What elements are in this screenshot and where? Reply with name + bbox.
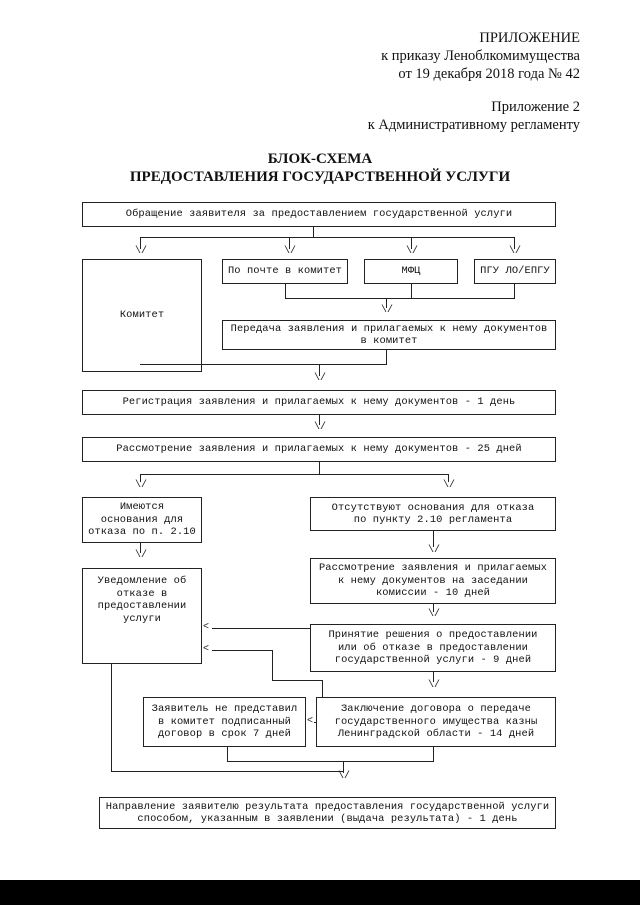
contract-text: Заключение договора о передаче государственного имущества казны Ленинградской области - 14 дней bbox=[334, 703, 538, 741]
grounds-exist-text: Имеются основания для отказа по п. 2.10 bbox=[88, 501, 196, 539]
arrow-down-icon: \/ bbox=[509, 246, 522, 257]
arrow-down-icon: \/ bbox=[428, 680, 441, 691]
arrow-down-icon: \/ bbox=[135, 246, 148, 257]
mfc-box bbox=[364, 259, 458, 284]
arrow-down-icon: \/ bbox=[338, 771, 351, 782]
transfer-text: Передача заявления и прилагаемых к нему документов в комитет bbox=[230, 322, 548, 347]
annex-label: Приложение 2 bbox=[491, 99, 580, 115]
commission-text: Рассмотрение заявления и прилагаемых к нему документов на заседании комиссии - 10 дней bbox=[318, 562, 548, 600]
connector bbox=[272, 650, 273, 680]
connector bbox=[111, 664, 112, 772]
arrow-down-icon: \/ bbox=[406, 246, 419, 257]
pgu-text: ПГУ ЛО/ЕПГУ bbox=[480, 265, 550, 278]
connector bbox=[411, 284, 412, 298]
result-box bbox=[99, 797, 556, 829]
arrow-down-icon: \/ bbox=[381, 305, 394, 316]
page-title-line2: ПРЕДОСТАВЛЕНИЯ ГОСУДАРСТВЕННОЙ УСЛУГИ bbox=[129, 169, 511, 185]
arrow-down-icon: \/ bbox=[284, 246, 297, 257]
arrow-left-icon: < bbox=[307, 716, 314, 727]
review-box bbox=[82, 437, 556, 462]
page-title-line1: БЛОК-СХЕМА bbox=[267, 151, 373, 167]
registration-text: Регистрация заявления и прилагаемых к нему документов - 1 день bbox=[122, 396, 516, 409]
connector bbox=[272, 680, 322, 681]
connector bbox=[319, 462, 320, 474]
arrow-left-icon: < bbox=[203, 644, 210, 655]
by-mail-box bbox=[222, 259, 348, 284]
by-mail-text: По почте в комитет bbox=[227, 265, 343, 278]
connector bbox=[313, 227, 314, 237]
no-grounds-text: Отсутствуют основания для отказа по пункту 2.10 регламента bbox=[331, 501, 535, 526]
review-text: Рассмотрение заявления и прилагаемых к нему документов - 25 дней bbox=[116, 443, 522, 456]
result-text: Направление заявителю результата предоставления государственной услуги способом, указанным в заявлении (выдача результата) - 1 день bbox=[105, 800, 550, 825]
pgu-box bbox=[474, 259, 556, 284]
order-reference-line1: к приказу Леноблкомимущества bbox=[381, 48, 580, 64]
connector bbox=[285, 298, 515, 299]
decision-text: Принятие решения о предоставлении или об отказе в предоставлении государственной услуги - 9 дней bbox=[328, 629, 538, 667]
arrow-down-icon: \/ bbox=[135, 550, 148, 561]
commission-box bbox=[310, 558, 556, 604]
annex-regulation-ref: к Административному регламенту bbox=[367, 117, 580, 133]
arrow-down-icon: \/ bbox=[135, 480, 148, 491]
connector bbox=[285, 284, 286, 298]
appeal-text: Обращение заявителя за предоставлением государственной услуги bbox=[125, 208, 513, 221]
mfc-text: МФЦ bbox=[401, 265, 421, 278]
appendix-label: ПРИЛОЖЕНИЕ bbox=[479, 30, 580, 46]
arrow-down-icon: \/ bbox=[428, 609, 441, 620]
arrow-down-icon: \/ bbox=[428, 545, 441, 556]
appeal-box bbox=[82, 202, 556, 227]
connector bbox=[140, 237, 514, 238]
arrow-down-icon: \/ bbox=[314, 422, 327, 433]
arrow-down-icon: \/ bbox=[314, 373, 327, 384]
contract-box bbox=[316, 697, 556, 747]
connector bbox=[212, 650, 272, 651]
no-grounds-box bbox=[310, 497, 556, 531]
committee-text: Комитет bbox=[119, 309, 165, 322]
connector bbox=[212, 628, 310, 629]
connector bbox=[227, 747, 228, 761]
connector bbox=[227, 761, 434, 762]
transfer-box bbox=[222, 320, 556, 350]
order-reference-line2: от 19 декабря 2018 года № 42 bbox=[398, 66, 580, 82]
arrow-down-icon: \/ bbox=[443, 480, 456, 491]
committee-box bbox=[82, 259, 202, 372]
not-signed-box bbox=[143, 697, 306, 747]
not-signed-text: Заявитель не представил в комитет подписанный договор в срок 7 дней bbox=[151, 703, 298, 741]
registration-box bbox=[82, 390, 556, 415]
connector bbox=[433, 747, 434, 761]
grounds-exist-box bbox=[82, 497, 202, 543]
connector bbox=[386, 350, 387, 364]
connector bbox=[140, 364, 387, 365]
connector bbox=[514, 284, 515, 298]
scan-bottom-band bbox=[0, 880, 640, 905]
refusal-notice-text: Уведомление об отказе в предоставлении услуги bbox=[97, 575, 187, 625]
refusal-notice-box bbox=[82, 568, 202, 664]
arrow-left-icon: < bbox=[203, 622, 210, 633]
connector bbox=[111, 771, 344, 772]
decision-box bbox=[310, 624, 556, 672]
connector bbox=[140, 474, 449, 475]
